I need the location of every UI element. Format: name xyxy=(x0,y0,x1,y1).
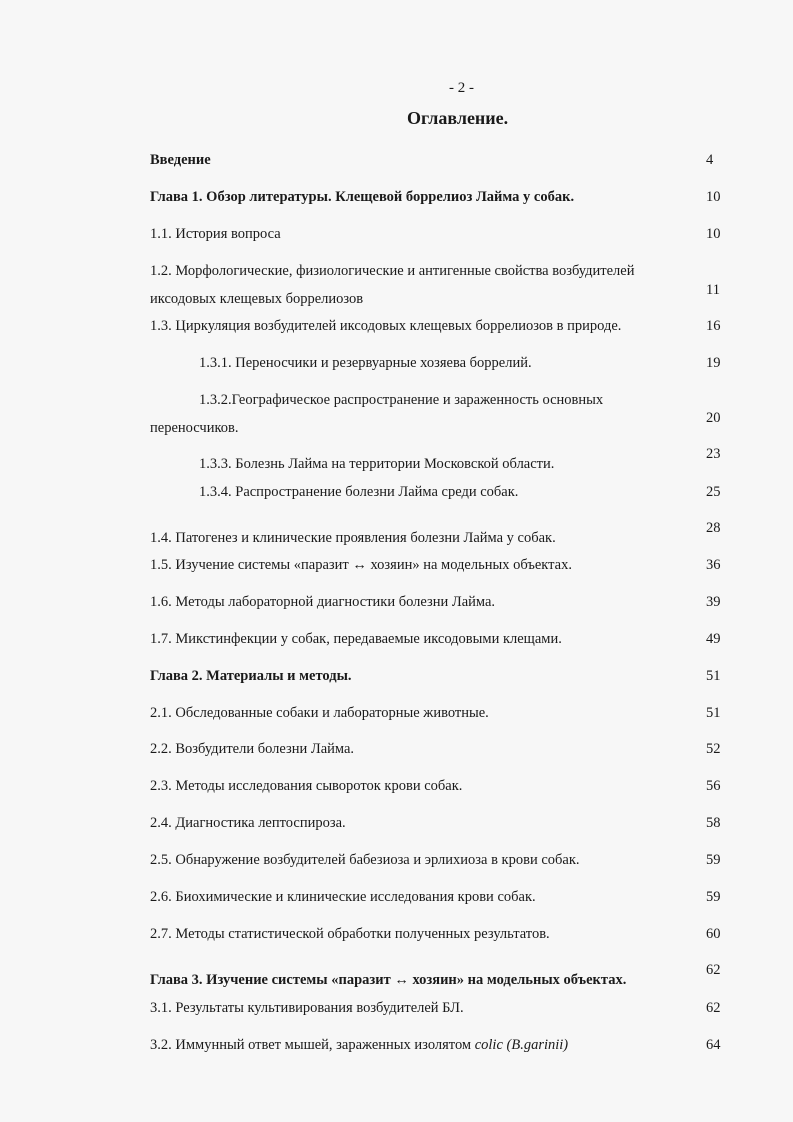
toc-entry-1-4: 1.4. Патогенез и клинические проявления болезни Лайма у собак. xyxy=(150,530,556,546)
toc-page-number: 58 xyxy=(706,815,721,831)
toc-page-number: 62 xyxy=(706,962,721,978)
toc-entry-3-2 xyxy=(150,1037,568,1054)
toc-page-number: 16 xyxy=(706,318,721,334)
toc-page-number: 51 xyxy=(706,705,721,721)
toc-entry-3-2-text: 3.2. Иммунный ответ мышей, зараженных изолятом xyxy=(150,1037,475,1053)
toc-page-number: 49 xyxy=(706,631,721,647)
toc-entry-chapter-3: Глава 3. Изучение системы «паразит ↔ хозяин» на модельных объектах. xyxy=(150,972,627,988)
toc-page-number: 39 xyxy=(706,594,721,610)
toc-entry-2-1: 2.1. Обследованные собаки и лабораторные животные. xyxy=(150,705,489,721)
toc-page-number: 11 xyxy=(706,282,720,298)
toc-page-number: 59 xyxy=(706,852,721,868)
toc-entry-1-6: 1.6. Методы лабораторной диагностики болезни Лайма. xyxy=(150,594,496,610)
toc-entry-2-4: 2.4. Диагностика лептоспироза. xyxy=(150,815,346,831)
toc-entry-1-3-1: 1.3.1. Переносчики и резервуарные хозяева боррелий. xyxy=(199,355,532,371)
page-number: - 2 - xyxy=(449,80,474,96)
toc-entry-3-2-italic: colic (B.garinii) xyxy=(474,1037,569,1053)
toc-entry-chapter-2: Глава 2. Материалы и методы. xyxy=(150,668,352,684)
toc-entry-1-3-2-line2: переносчиков. xyxy=(150,420,239,436)
toc-entry-2-2: 2.2. Возбудители болезни Лайма. xyxy=(150,741,355,757)
toc-entry-2-5: 2.5. Обнаружение возбудителей бабезиоза и эрлихиоза в крови собак. xyxy=(150,852,580,868)
toc-page-number: 59 xyxy=(706,889,721,905)
toc-entry-1-3-3: 1.3.3. Болезнь Лайма на территории Московской области. xyxy=(199,456,555,472)
toc-entry-1-3: 1.3. Циркуляция возбудителей иксодовых клещевых боррелиозов в природе. xyxy=(150,318,622,334)
toc-page-number: 25 xyxy=(706,484,721,500)
toc-entry-1-7: 1.7. Микстинфекции у собак, передаваемые иксодовыми клещами. xyxy=(150,631,562,647)
toc-page-number: 28 xyxy=(706,520,721,536)
toc-page-number: 62 xyxy=(706,1000,721,1016)
toc-entry-1-1: 1.1. История вопроса xyxy=(150,226,281,242)
toc-page-number: 52 xyxy=(706,741,721,757)
toc-entry-2-6: 2.6. Биохимические и клинические исследования крови собак. xyxy=(150,889,536,905)
toc-page-number: 10 xyxy=(706,189,721,205)
toc-entry-1-3-4: 1.3.4. Распространение болезни Лайма среди собак. xyxy=(199,484,519,500)
toc-page-number: 36 xyxy=(706,557,721,573)
toc-page-number: 56 xyxy=(706,778,721,794)
toc-title: Оглавление. xyxy=(407,108,509,128)
toc-entry-1-2-line1: 1.2. Морфологические, физиологические и антигенные свойства возбудителей xyxy=(150,263,635,279)
toc-entry-2-3: 2.3. Методы исследования сывороток крови собак. xyxy=(150,778,463,794)
toc-page-number: 64 xyxy=(706,1037,721,1053)
toc-entry-introduction: Введение xyxy=(150,152,211,168)
toc-entry-3-1: 3.1. Результаты культивирования возбудителей БЛ. xyxy=(150,1000,464,1016)
toc-entry-chapter-1: Глава 1. Обзор литературы. Клещевой боррелиоз Лайма у собак. xyxy=(150,189,575,205)
toc-page-number: 19 xyxy=(706,355,721,371)
toc-entry-1-5: 1.5. Изучение системы «паразит ↔ хозяин» на модельных объектах. xyxy=(150,557,572,573)
toc-page-number: 51 xyxy=(706,668,721,684)
toc-entry-2-7: 2.7. Методы статистической обработки полученных результатов. xyxy=(150,926,550,942)
toc-page-number: 4 xyxy=(706,152,714,168)
toc-entry-1-2-line2: иксодовых клещевых боррелиозов xyxy=(150,291,364,307)
toc-page-number: 20 xyxy=(706,410,721,426)
toc-page-number: 10 xyxy=(706,226,721,242)
toc-page-number: 60 xyxy=(706,926,721,942)
toc-entry-1-3-2-line1: 1.3.2.Географическое распространение и зараженность основных xyxy=(199,392,604,408)
toc-page-number: 23 xyxy=(706,446,721,462)
